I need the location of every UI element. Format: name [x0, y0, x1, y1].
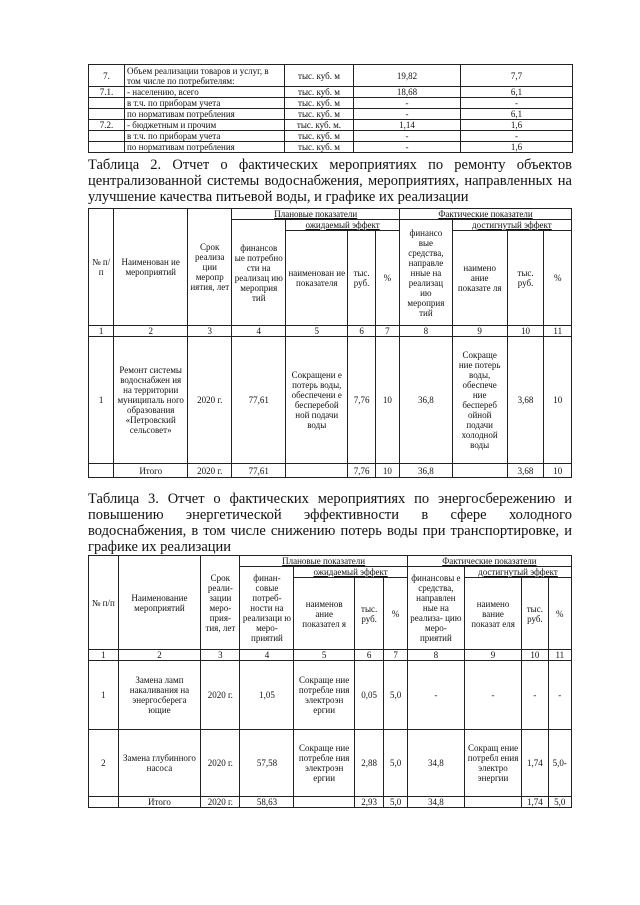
row-fact: -	[461, 98, 573, 109]
table2-colnum-row	[89, 326, 572, 337]
header-plan-group: Плановые показатели	[240, 556, 407, 567]
row-fact-ind: -	[464, 661, 521, 730]
row-plan: 19,82	[354, 65, 461, 87]
col-number: 1	[89, 650, 119, 661]
header-name: Наименован ие мероприятий	[114, 209, 188, 326]
col-number: 2	[118, 650, 201, 661]
col-number: 4	[240, 650, 294, 661]
row-number: 7.2.	[89, 120, 125, 131]
total-num	[89, 797, 119, 808]
header-fact-fin: финансовы е средства, направлен ные на реализа- цию меро- приятий	[407, 567, 464, 650]
row-unit: тыс. куб. м	[285, 131, 354, 142]
row-name: Замена ламп накаливания на энергосберега ющие	[118, 661, 201, 730]
row-number: 2	[89, 730, 119, 797]
col-number: 5	[286, 326, 348, 337]
row-number: 1	[89, 337, 114, 464]
header-plan-ind: наименов ание показател я	[294, 578, 354, 650]
col-number: 11	[544, 326, 572, 337]
total-term: 2020 г.	[188, 464, 232, 478]
row-fact-pct: 10	[544, 337, 572, 464]
table-row	[89, 109, 573, 120]
header-name: Наименование мероприятий	[118, 556, 201, 650]
row-fact: 1,6	[461, 120, 573, 131]
col-number: 10	[522, 650, 548, 661]
row-plan: 18,68	[354, 87, 461, 98]
row-plan-ind: Сокраще ние потребле ния электроэн ергии	[294, 730, 354, 797]
row-name: Объем реализации товаров и услуг, в том числе по потребителям:	[125, 65, 285, 87]
col-number: 11	[548, 650, 571, 661]
row-fact: 7,7	[461, 65, 573, 87]
row-fact-ind: Сокраще ние потерь воды, обеспече ние беспереб ойной подачи холодной воды	[452, 337, 507, 464]
row-plan-fin: 77,61	[232, 337, 286, 464]
table-row	[89, 87, 573, 98]
total-plan-fin: 77,61	[232, 464, 286, 478]
row-number: 7.	[89, 65, 125, 87]
header-plan-pct: %	[384, 578, 407, 650]
row-fact-pct: -	[548, 661, 571, 730]
row-number	[89, 142, 125, 153]
header-fact-group: Фактические показатели	[400, 209, 572, 220]
row-plan-fin: 57,58	[240, 730, 294, 797]
header-fact-rub: тыс. руб.	[507, 231, 544, 326]
header-plan-effect: ожидаемый эффект	[286, 220, 400, 231]
row-fact-fin: -	[407, 661, 464, 730]
header-plan-fin: финан- совые потреб- ности на реализаци ю меро- приятий	[240, 567, 294, 650]
table-row	[89, 730, 572, 797]
table2-header-row	[89, 209, 572, 220]
row-plan-pct: 5,0	[384, 730, 407, 797]
row-term: 2020 г.	[188, 337, 232, 464]
row-plan: -	[354, 98, 461, 109]
header-fact-ind: наимено ание показате ля	[452, 231, 507, 326]
row-plan-ind: Сокраще ние потребле ния электроэн ергии	[294, 661, 354, 730]
row-name: - бюджетным и прочим	[125, 120, 285, 131]
table-row	[89, 142, 573, 153]
col-number: 6	[348, 326, 375, 337]
table2	[88, 208, 572, 478]
row-fact: 6,1	[461, 109, 573, 120]
row-plan-fin: 1,05	[240, 661, 294, 730]
row-plan: -	[354, 109, 461, 120]
total-label: Итого	[114, 464, 188, 478]
header-fact-effect: достигнутый эффект	[464, 567, 571, 578]
row-unit: тыс. куб. м.	[285, 120, 354, 131]
table3-caption: Таблица 3. Отчет о фактических мероприятиях по энергосбережению и повышению энергетической эффективности в сфере холодного водоснабжения, в том числе снижению потерь воды при транспортировке, и графике их реализации	[88, 491, 572, 555]
row-fact-rub: 1,74	[522, 730, 548, 797]
table3-colnum-row	[89, 650, 572, 661]
row-number: 7.1.	[89, 87, 125, 98]
table2-caption: Таблица 2. Отчет о фактических мероприятиях по ремонту объектов централизованной системы водоснабжения, мероприятиях, направленных на улучшение качества питьевой воды, и графике их реализации	[88, 157, 572, 205]
header-num: № п/п	[89, 556, 119, 650]
volume-table	[88, 64, 573, 153]
header-plan-rub: тыс. руб.	[354, 578, 384, 650]
header-num: № п/п	[89, 209, 114, 326]
total-fact-fin: 36,8	[400, 464, 453, 478]
table-row	[89, 98, 573, 109]
row-name: в т.ч. по приборам учета	[125, 131, 285, 142]
header-plan-fin: финансов ые потребно сти на реализац ию мероприя тий	[232, 220, 286, 326]
row-fact-fin: 34,8	[407, 730, 464, 797]
row-fact-ind: Сокращ ение потребл ения электро энергии	[464, 730, 521, 797]
row-name: по нормативам потребления	[125, 109, 285, 120]
table-row	[89, 131, 573, 142]
row-plan: -	[354, 131, 461, 142]
total-plan-ind	[294, 797, 354, 808]
header-term: Срок реали- зации меро- прия- тия, лет	[201, 556, 240, 650]
row-plan-rub: 0,05	[354, 661, 384, 730]
row-name: - населению, всего	[125, 87, 285, 98]
col-number: 7	[384, 650, 407, 661]
table-row	[89, 65, 573, 87]
header-plan-effect: ожидаемый эффект	[294, 567, 407, 578]
total-plan-fin: 58,63	[240, 797, 294, 808]
total-plan-pct: 5,0	[384, 797, 407, 808]
row-plan-rub: 2,88	[354, 730, 384, 797]
row-number	[89, 109, 125, 120]
col-number: 2	[114, 326, 188, 337]
header-plan-pct: %	[375, 231, 399, 326]
total-fact-pct: 5,0	[548, 797, 571, 808]
row-fact: -	[461, 131, 573, 142]
col-number: 10	[507, 326, 544, 337]
row-number: 1	[89, 661, 119, 730]
row-term: 2020 г.	[201, 661, 240, 730]
col-number: 8	[407, 650, 464, 661]
table-row	[89, 337, 572, 464]
header-fact-group: Фактические показатели	[407, 556, 571, 567]
header-fact-effect: достигнутый эффект	[452, 220, 571, 231]
total-label: Итого	[118, 797, 201, 808]
col-number: 1	[89, 326, 114, 337]
total-plan-ind	[286, 464, 348, 478]
total-fact-ind	[452, 464, 507, 478]
col-number: 4	[232, 326, 286, 337]
header-plan-ind: наименован ие показателя	[286, 231, 348, 326]
row-unit: тыс. куб. м	[285, 87, 354, 98]
row-fact-fin: 36,8	[400, 337, 453, 464]
row-plan: 1,14	[354, 120, 461, 131]
col-number: 9	[452, 326, 507, 337]
row-unit: тыс. куб. м	[285, 142, 354, 153]
table-row	[89, 661, 572, 730]
row-name: по нормативам потребления	[125, 142, 285, 153]
header-fact-pct: %	[544, 231, 572, 326]
table3-header-row	[89, 556, 572, 567]
header-fact-fin: финансо вые средства, направле нные на реализац ию мероприя тий	[400, 220, 453, 326]
total-plan-rub: 2,93	[354, 797, 384, 808]
col-number: 7	[375, 326, 399, 337]
total-fact-rub: 1,74	[522, 797, 548, 808]
row-plan-ind: Сокращени е потерь воды, обеспечени е бесперебой ной подачи воды	[286, 337, 348, 464]
header-plan-group: Плановые показатели	[232, 209, 400, 220]
total-fact-pct: 10	[544, 464, 572, 478]
header-term: Срок реализа ции меропр иятия, лет	[188, 209, 232, 326]
table2-total-row	[89, 464, 572, 478]
row-fact-rub: 3,68	[507, 337, 544, 464]
row-unit: тыс. куб. м	[285, 109, 354, 120]
row-number	[89, 98, 125, 109]
table-row	[89, 120, 573, 131]
total-plan-pct: 10	[375, 464, 399, 478]
row-name: Замена глубинного насоса	[118, 730, 201, 797]
header-plan-rub: тыс. руб.	[348, 231, 375, 326]
col-number: 9	[464, 650, 521, 661]
row-number	[89, 131, 125, 142]
row-fact-rub: -	[522, 661, 548, 730]
row-plan-pct: 10	[375, 337, 399, 464]
row-plan: -	[354, 142, 461, 153]
row-plan-pct: 5,0	[384, 661, 407, 730]
row-name: в т.ч. по приборам учета	[125, 98, 285, 109]
row-unit: тыс. куб. м	[285, 98, 354, 109]
total-fact-rub: 3,68	[507, 464, 544, 478]
total-plan-rub: 7,76	[348, 464, 375, 478]
row-fact: 1,6	[461, 142, 573, 153]
table3	[88, 555, 572, 808]
total-term: 2020 г.	[201, 797, 240, 808]
col-number: 8	[400, 326, 453, 337]
col-number: 3	[188, 326, 232, 337]
header-fact-pct: %	[548, 578, 571, 650]
row-fact: 6,1	[461, 87, 573, 98]
row-name: Ремонт системы водоснабжен ия на территории муниципаль ного образования «Петровский сельсовет»	[114, 337, 188, 464]
total-fact-fin: 34,8	[407, 797, 464, 808]
total-num	[89, 464, 114, 478]
row-fact-pct: 5,0-	[548, 730, 571, 797]
row-unit: тыс. куб. м	[285, 65, 354, 87]
row-term: 2020 г.	[201, 730, 240, 797]
col-number: 6	[354, 650, 384, 661]
col-number: 3	[201, 650, 240, 661]
total-fact-ind	[464, 797, 521, 808]
header-fact-rub: тыс. руб.	[522, 578, 548, 650]
row-plan-rub: 7,76	[348, 337, 375, 464]
table3-total-row	[89, 797, 572, 808]
header-fact-ind: наимено вание показат еля	[464, 578, 521, 650]
col-number: 5	[294, 650, 354, 661]
